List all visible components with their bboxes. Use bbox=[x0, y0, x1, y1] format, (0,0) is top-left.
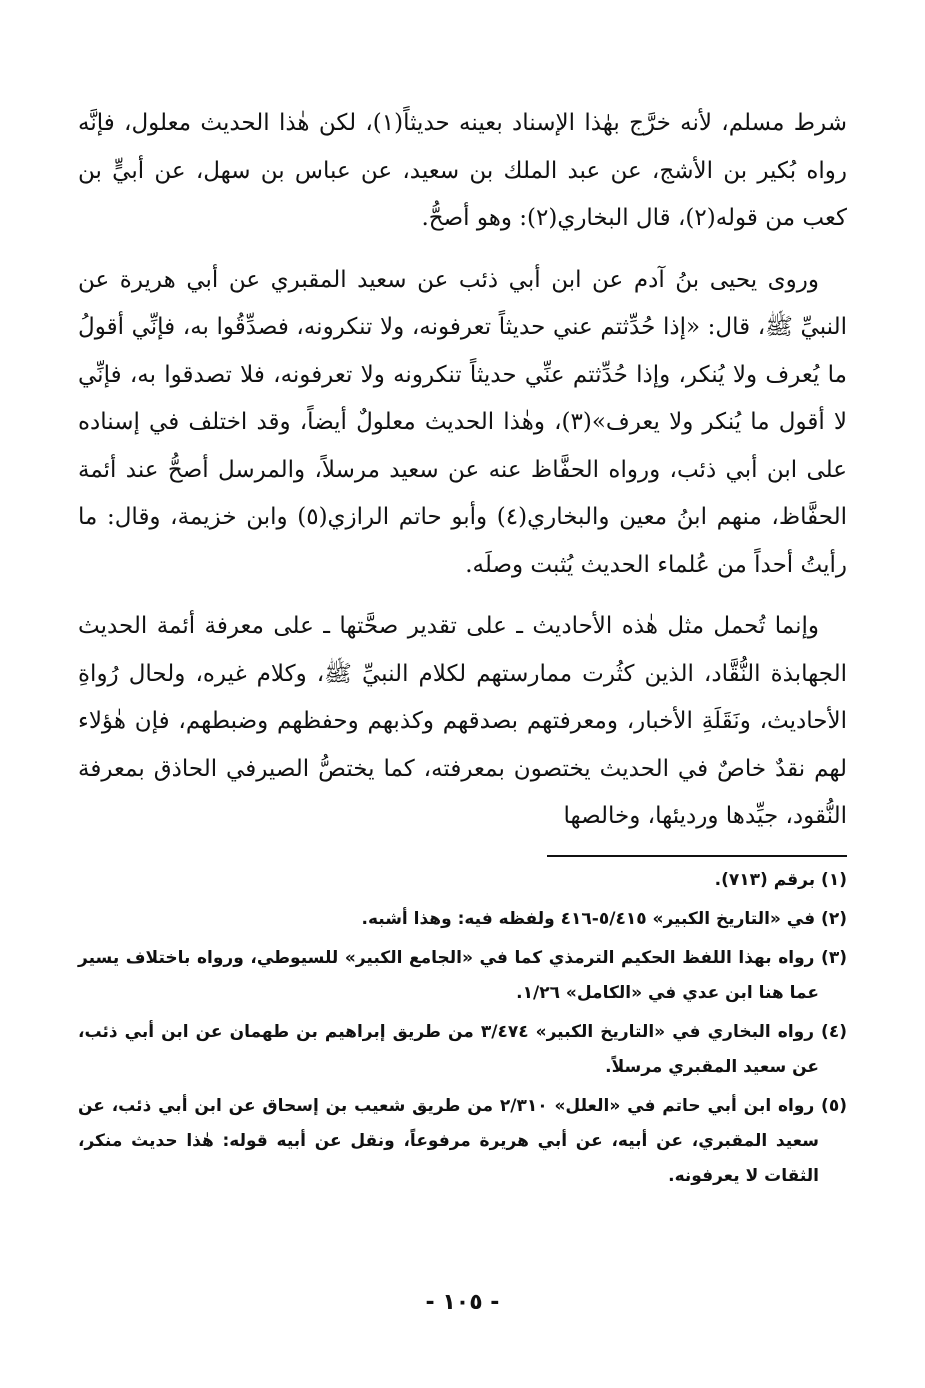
main-text bbox=[78, 100, 847, 841]
paragraph: وروى يحيى بنُ آدم عن ابن أبي ذئب عن سعيد المقبري عن أبي هريرة عن النبيِّ ﷺ، قال: «إذا حُدِّثتم عني حديثاً تعرفونه، ولا تنكرونه، فصدِّقُوا به، فإنِّي أقولُ ما يُعرف ولا يُنكر، وإذا حُدِّثتم عنِّي حديثاً تنكرونه ولا تعرفونه، فلا تصدقوا به، فإنِّي لا أقول ما يُنكر ولا يعرف»(٣)، وهٰذا الحديث معلولٌ أيضاً، وقد اختلف في إسناده على ابن أبي ذئب، ورواه الحفَّاظ عنه عن سعيد مرسلاً، والمرسل أصحُّ عند أئمة الحفَّاظ، منهم ابنُ معين والبخاري(٤) وأبو حاتم الرازي(٥) وابن خزيمة، وقال: ما رأيتُ أحداً من عُلماء الحديث يُثبت وصلَه. bbox=[78, 266, 847, 578]
footnote: (٢) في «التاريخ الكبير» ٥/٤١٥-٤١٦ ولفظه فيه: وهذا أشبه. bbox=[361, 908, 847, 929]
footnote: (٣) رواه بهذا اللفظ الحكيم الترمذي كما في «الجامع الكبير» للسيوطي، ورواه باختلاف يسير عما هنا ابن عدي في «الكامل» ١/٢٦. bbox=[78, 947, 847, 1003]
paragraph: شرط مسلم، لأنه خرَّج بهٰذا الإسناد بعينه حديثاً(١)، لكن هٰذا الحديث معلول، فإنَّه رواه بُكير بن الأشج، عن عبد الملك بن سعيد، عن عباس بن سهل، عن أبيٍّ بن كعب من قوله(٢)، قال البخاري(٢): وهو أصحُّ. bbox=[78, 110, 847, 231]
footnote: (٥) رواه ابن أبي حاتم في «العلل» ٢/٣١٠ من طريق شعيب بن إسحاق عن ابن أبي ذئب، عن سعيد المقبري، عن أبيه، عن أبي هريرة مرفوعاً، ونقل عن أبيه قوله: هٰذا حديث منكر، الثقات لا يعرفونه. bbox=[78, 1095, 847, 1186]
footnotes bbox=[78, 863, 847, 1194]
footnote: (١) برقم (٧١٣). bbox=[714, 869, 847, 890]
footnote-separator bbox=[547, 855, 847, 857]
paragraph: وإنما تُحمل مثل هٰذه الأحاديث ـ على تقدير صحَّتها ـ على معرفة أئمة الحديث الجهابذة النُّقَّاد، الذين كثُرت ممارستهم لكلام النبيِّ ﷺ، وكلام غيره، ولحال رُواةِ الأحاديث، ونَقَلَةِ الأخبار، ومعرفتهم بصدقهم وكذبهم وحفظهم وضبطهم، فإن هٰؤلاء لهم نقدٌ خاصٌ في الحديث يختصون بمعرفته، كما يختصُّ الصيرفي الحاذق بمعرفة النُّقود، جيِّدها ورديئها، وخالصها bbox=[78, 613, 847, 829]
page-number: - ١٠٥ - bbox=[425, 1290, 500, 1315]
footnote: (٤) رواه البخاري في «التاريخ الكبير» ٣/٤٧٤ من طريق إبراهيم بن طهمان عن ابن أبي ذئب، عن سعيد المقبري مرسلاً. bbox=[78, 1021, 847, 1077]
